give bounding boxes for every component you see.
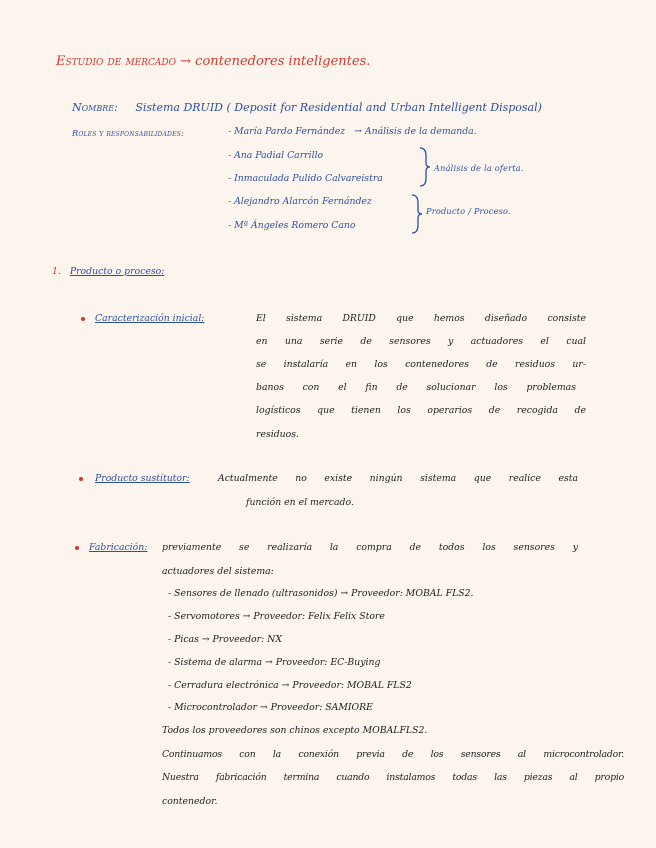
caracterizacion-line-1: El sistema DRUID que hemos diseñado consiste [256,313,586,324]
document-title [56,54,370,69]
fabricacion-item-4: - Sistema de alarma → Proveedor: EC-Buying [168,657,381,668]
fabricacion-outro-2: Continuamos con la conexión previa de los sensores al microcontrolador. [162,749,624,760]
role-person-2: - Ana Padial Carrillo [228,150,324,161]
fabricacion-outro-4: contenedor. [162,796,218,807]
section1-title: Producto o proceso: [69,266,165,277]
sustitutor-line-2: función en el mercado. [246,497,354,508]
caracterizacion-line-4: banos con el fin de solucionar los problemas [256,382,576,393]
title-part2: contenedores inteligentes. [195,54,371,69]
brace-producto [410,193,424,235]
section1-number: 1. [52,266,61,277]
fabricacion-outro-3: Nuestra fabricación termina cuando instalamos todas las piezas al propio [162,772,624,783]
fabricacion-intro-1: previamente se realizaría la compra de todos los sensores y [162,542,578,553]
name-value: Sistema DRUID ( Deposit for Residential and Urban Intelligent Disposal) [135,101,542,114]
sustitutor-label: Producto sustitutor: [95,473,190,484]
bullet-fabricacion [75,546,79,550]
bullet-caracterizacion [81,317,85,321]
role-task-1: → Análisis de la demanda. [354,126,477,137]
roles-label: Roles y responsabilidades: [72,128,184,138]
fabricacion-outro-1: Todos los proveedores son chinos excepto MOBALFLS2. [162,725,428,736]
title-arrow: → [180,54,192,69]
group-oferta-label: Análisis de la oferta. [434,163,524,173]
section1-heading [52,266,164,277]
caracterizacion-label: Caracterización inicial: [95,313,205,324]
role-row-1 [228,126,477,137]
fabricacion-item-3: - Picas → Proveedor: NX [168,634,282,645]
fabricacion-item-1: - Sensores de llenado (ultrasonidos) → Proveedor: MOBAL FLS2. [168,588,474,599]
fabricacion-item-6: - Microcontrolador → Proveedor: SAMIORE [168,702,373,713]
title-part1: Estudio de mercado [56,54,176,69]
sustitutor-line-1: Actualmente no existe ningún sistema que realice esta [218,473,578,484]
fabricacion-label: Fabricación: [89,542,148,553]
name-label: Nombre: [72,101,118,114]
fabricacion-item-2: - Servomotores → Proveedor: Felix Felix Store [168,611,385,622]
role-person-3: - Inmaculada Pulido Calvareistra [228,173,383,184]
group-producto-label: Producto / Proceso. [426,206,511,216]
fabricacion-intro-2: actuadores del sistema: [162,566,274,577]
caracterizacion-line-5: logísticos que tienen los operarios de recogida de [256,405,586,416]
name-line [72,101,542,114]
brace-oferta [418,146,432,188]
role-person-4: - Alejandro Alarcón Fernández [228,196,372,207]
role-person-5: - Mª Ángeles Romero Cano [228,220,356,231]
role-person-1: - María Pardo Fernández [228,126,346,137]
bullet-sustitutor [79,477,83,481]
fabricacion-item-5: - Cerradura electrónica → Proveedor: MOBAL FLS2 [168,680,412,691]
caracterizacion-line-2: en una serie de sensores y actuadores el cual [256,336,586,347]
caracterizacion-line-3: se instalaría en los contenedores de residuos ur- [256,359,586,370]
caracterizacion-line-6: residuos. [256,429,299,440]
